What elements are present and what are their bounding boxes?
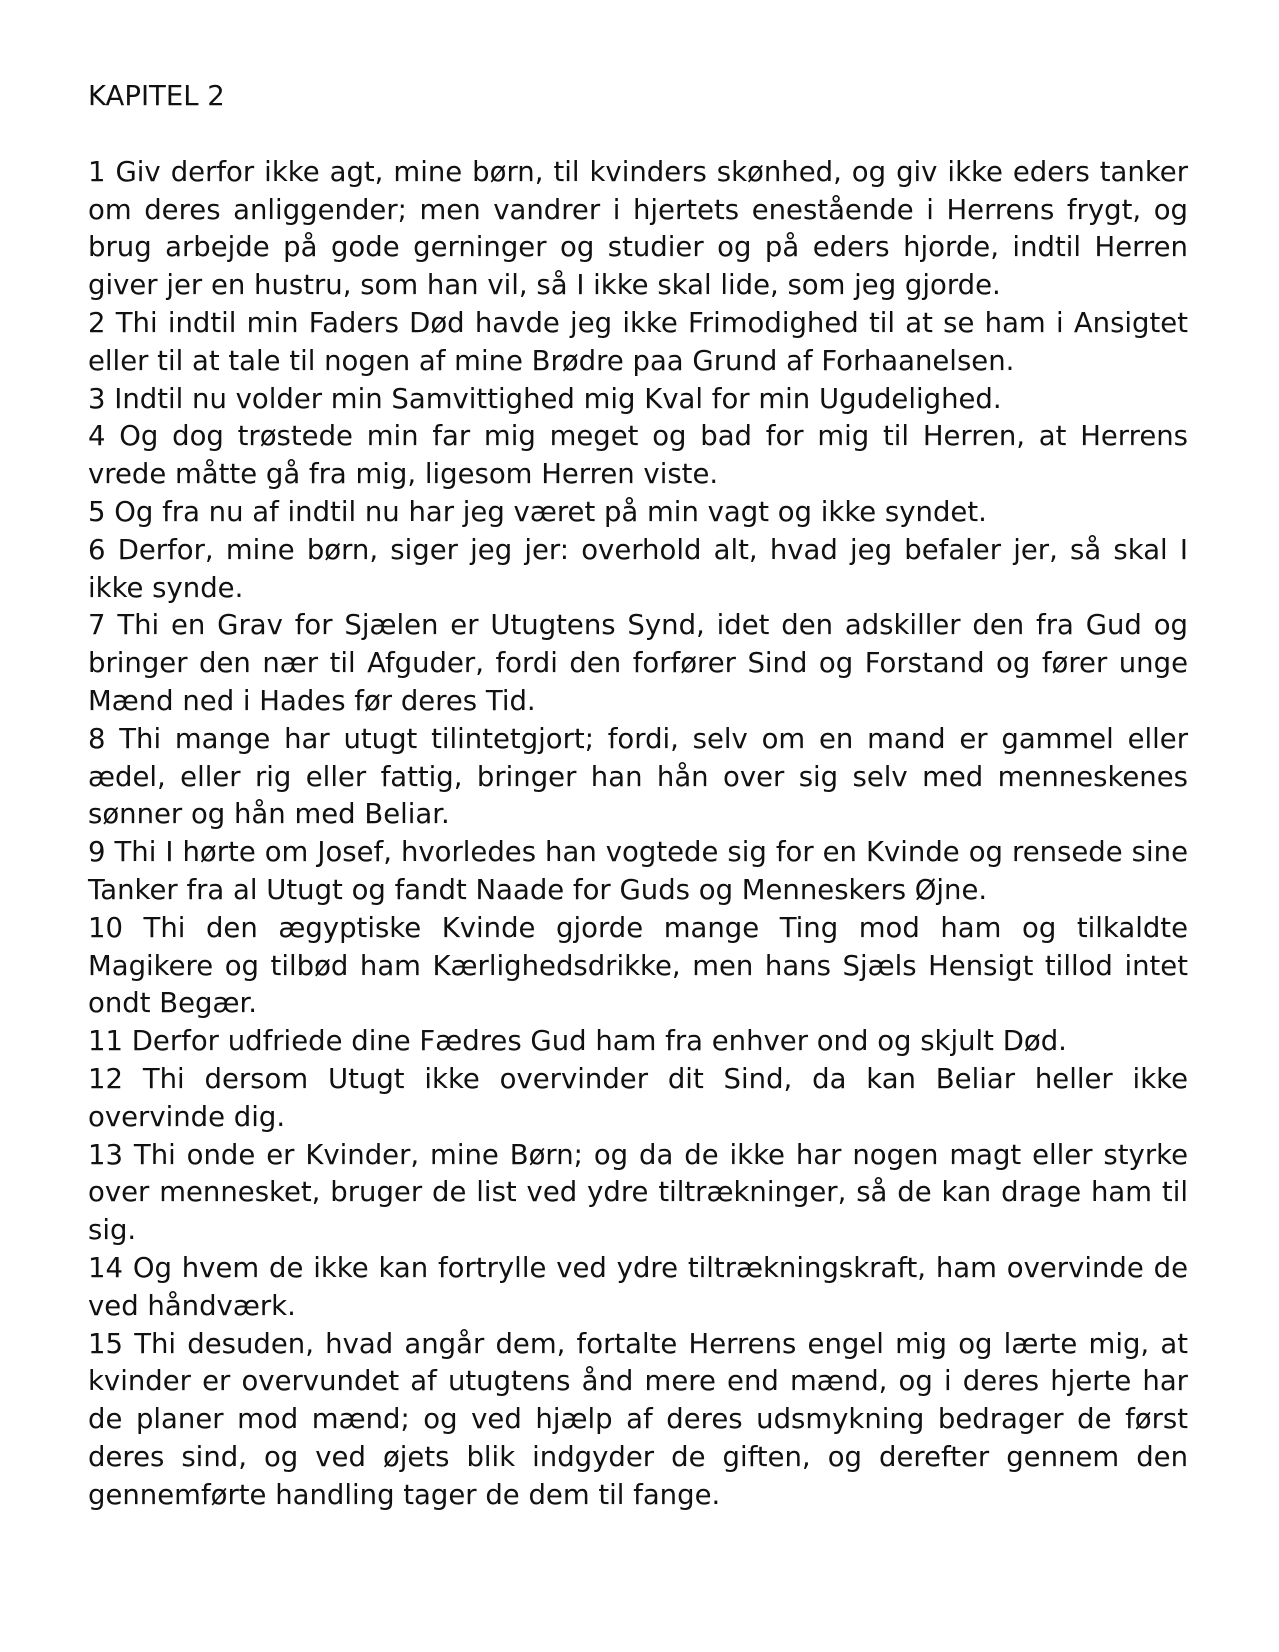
- document-page: [88, 78, 1188, 1514]
- verse-4: 4 Og dog trøstede min far mig meget og bad for mig til Herren, at Herrens vrede måtte gå fra mig, ligesom Herren viste.: [88, 420, 1188, 491]
- verse-9: 9 Thi I hørte om Josef, hvorledes han vogtede sig for en Kvinde og rensede sine Tanker fra al Utugt og fandt Naade for Guds og Menneskers Øjne.: [88, 836, 1188, 906]
- verse-8: 8 Thi mange har utugt tilintetgjort; fordi, selv om en mand er gammel eller ædel, eller rig eller fattig, bringer han hån over sig selv med menneskenes sønner og hån med Beliar.: [88, 722, 1188, 831]
- verse-1: 1 Giv derfor ikke agt, mine børn, til kvinders skønhed, og giv ikke eders tanker om deres anliggender; men vandrer i hjertets enestående i Herrens frygt, og brug arbejde på gode gerninger og studier og på eders hjorde, indtil Herren giver jer en hustru, som han vil, så I ikke skal lide, som jeg gjorde.: [88, 155, 1188, 302]
- verse-5: 5 Og fra nu af indtil nu har jeg været på min vagt og ikke syndet.: [88, 495, 987, 528]
- verse-15: 15 Thi desuden, hvad angår dem, fortalte Herrens engel mig og lærte mig, at kvinder er overvundet af utugtens ånd mere end mænd, og i deres hjerte har de planer mod mænd; og ved hjælp af deres udsmykning bedrager de først deres sind, og ved øjets blik indgyder de giften, og derefter gennem den gennemførte handling tager de dem til fange.: [88, 1327, 1188, 1511]
- verse-7: 7 Thi en Grav for Sjælen er Utugtens Synd, idet den adskiller den fra Gud og bringer den nær til Afguder, fordi den forfører Sind og Forstand og fører unge Mænd ned i Hades før deres Tid.: [88, 609, 1188, 717]
- verse-2: 2 Thi indtil min Faders Død havde jeg ikke Frimodighed til at se ham i Ansigtet eller til at tale til nogen af mine Brødre paa Grund af Forhaanelsen.: [88, 306, 1188, 377]
- verse-6: 6 Derfor, mine børn, siger jeg jer: overhold alt, hvad jeg befaler jer, så skal I ikke synde.: [88, 533, 1188, 604]
- verse-list: [88, 154, 1188, 1515]
- verse-3: 3 Indtil nu volder min Samvittighed mig Kval for min Ugudelighed.: [88, 382, 1002, 415]
- chapter-title: KAPITEL 2: [88, 80, 225, 112]
- verse-11: 11 Derfor udfriede dine Fædres Gud ham fra enhver ond og skjult Død.: [88, 1025, 1067, 1058]
- verse-14: 14 Og hvem de ikke kan fortrylle ved ydre tiltrækningskraft, ham overvinde de ved håndværk.: [88, 1251, 1188, 1322]
- verse-12: 12 Thi dersom Utugt ikke overvinder dit Sind, da kan Beliar heller ikke overvinde dig.: [88, 1062, 1188, 1133]
- verse-10: 10 Thi den ægyptiske Kvinde gjorde mange Ting mod ham og tilkaldte Magikere og tilbød ham Kærlighedsdrikke, men hans Sjæls Hensigt tillod intet ondt Begær.: [88, 911, 1188, 1020]
- verse-13: 13 Thi onde er Kvinder, mine Børn; og da de ikke har nogen magt eller styrke over mennesket, bruger de list ved ydre tiltrækninger, så de kan drage ham til sig.: [88, 1138, 1188, 1247]
